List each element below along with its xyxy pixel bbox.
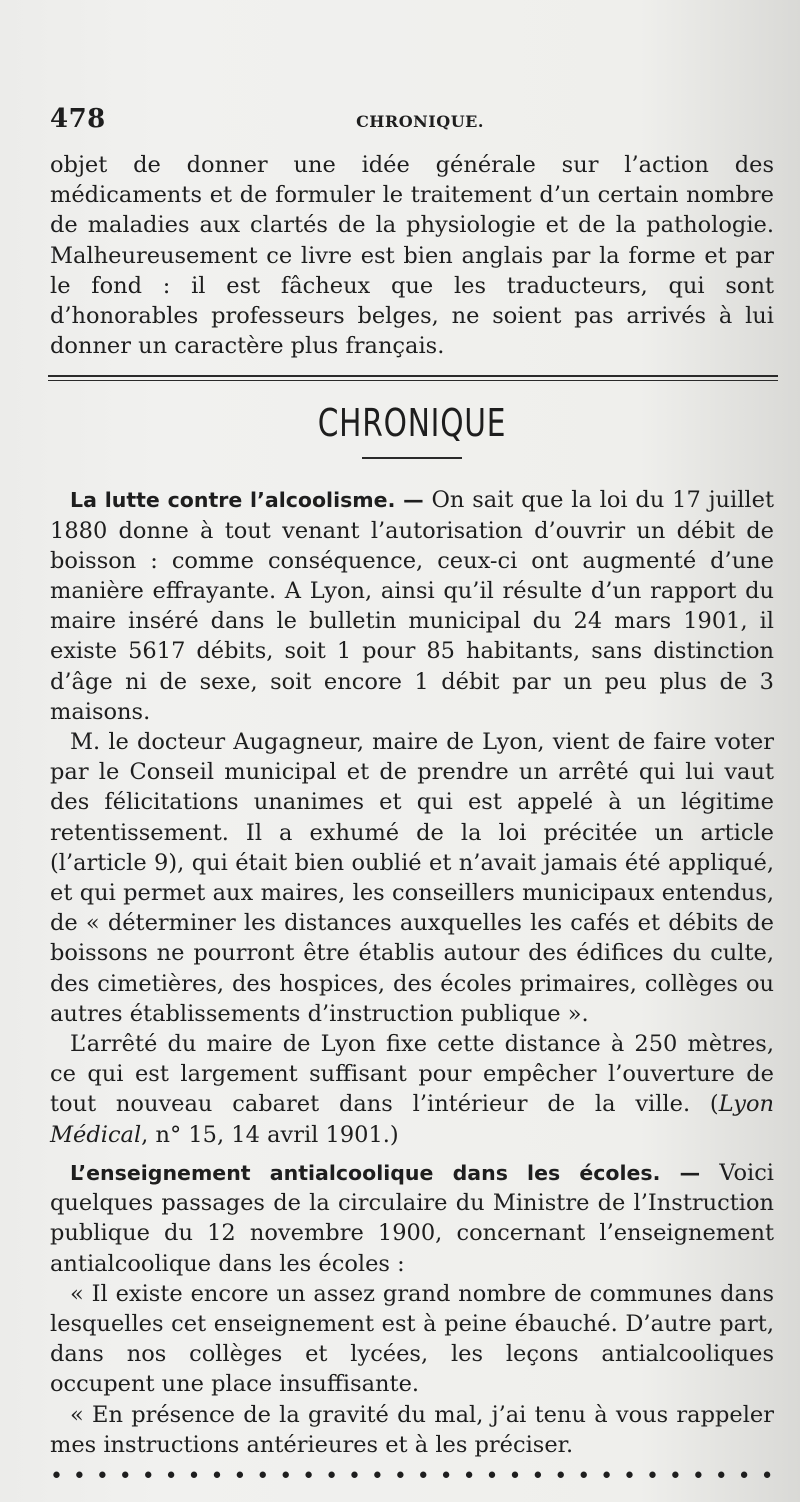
intro-paragraph: objet de donner une idée générale sur l’action des médicaments et de formuler le traitement d’un certain nombre de maladies aux clartés de la physiologie et de la pathologie. Malheureusement ce livre est bien anglais par la forme et par le fond : il est fâcheux que les traducteurs, qui sont d’honorables professeurs belges, ne soient pas arrivés à lui donner un caractère plus français.	[50, 152, 774, 360]
ellipsis-dot: •	[141, 1463, 155, 1489]
ellipsis-dot-row	[50, 1463, 774, 1489]
running-head: CHRONIQUE.	[356, 112, 484, 131]
ellipsis-dot: •	[416, 1463, 430, 1489]
title-underline	[362, 457, 462, 459]
ellipsis-dot: •	[439, 1463, 453, 1489]
ellipsis-dot: •	[118, 1463, 132, 1489]
ellipsis-dot: •	[302, 1463, 316, 1489]
article-enseignement-paragraph-3: « En présence de la gravité du mal, j’ai tenu à vous rappeler mes instructions antérieures et à les préciser.	[50, 1401, 774, 1458]
section-divider	[48, 375, 778, 381]
article-enseignement-paragraph-2: « Il existe encore un assez grand nombre de communes dans lesquelles cet enseignement est à peine ébauché. D’autre part, dans nos collèges et lycées, les leçons antialcooliques occupent une place insuffisante.	[50, 1280, 774, 1398]
article-enseignement-heading: L’enseignement antialcoolique dans les écoles. —	[70, 1160, 701, 1185]
article-enseignement-paragraph-1	[50, 1158, 774, 1279]
ellipsis-dot: •	[485, 1463, 499, 1489]
ellipsis-dot: •	[279, 1463, 293, 1489]
article-alcoolisme-paragraph-1	[50, 485, 774, 727]
article-alcoolisme-paragraph-2: M. le docteur Augagneur, maire de Lyon, vient de faire voter par le Conseil municipal et de prendre un arrêté qui lui vaut des félicitations unanimes et qui est appelé à un légitime retentissement. Il a exhumé de la loi précitée un article (l’article 9), qui était bien oublié et n’avait jamais été appliqué, et qui permet aux maires, les conseillers municipaux entendus, de « déterminer les distances auxquelles les cafés et débits de boissons ne pourront être établis autour des édifices du culte, des cimetières, des hospices, des écoles primaires, collèges ou autres établissements d’instruction publique ».	[50, 729, 774, 1027]
ellipsis-dot: •	[325, 1463, 339, 1489]
page-number: 478	[50, 104, 106, 134]
ellipsis-dot: •	[714, 1463, 728, 1489]
divider-rule-bottom	[48, 380, 778, 381]
ellipsis-dot: •	[508, 1463, 522, 1489]
ellipsis-dot: •	[577, 1463, 591, 1489]
article-alcoolisme-paragraph-3	[50, 1029, 774, 1150]
ellipsis-dot: •	[256, 1463, 270, 1489]
ellipsis-dot: •	[737, 1463, 751, 1489]
ellipsis-dot: •	[600, 1463, 614, 1489]
ellipsis-dot: •	[462, 1463, 476, 1489]
ellipsis-dot: •	[760, 1463, 774, 1489]
ellipsis-dot: •	[645, 1463, 659, 1489]
paragraph-gap	[50, 1150, 774, 1158]
ellipsis-dot: •	[164, 1463, 178, 1489]
ellipsis-dot: •	[50, 1463, 63, 1489]
ellipsis-dot: •	[347, 1463, 361, 1489]
ellipsis-dot: •	[210, 1463, 224, 1489]
article-alcoolisme-heading: La lutte contre l’alcoolisme. —	[70, 488, 424, 513]
ellipsis-dot: •	[531, 1463, 545, 1489]
article-alcoolisme-text-1: On sait que la loi du 17 juillet 1880 donne à tout venant l’autorisation d’ouvrir un débit de boisson : comme conséquence, ceux-ci ont augmenté d’une manière effrayante. A Lyon, ainsi qu’il résulte d’un rapport du maire inséré dans le bulletin municipal du 24 mars 1901, il existe 5617 débits, soit 1 pour 85 habitants, sans distinction d’âge ni de sexe, soit encore 1 débit par un peu plus de 3 maisons.	[50, 487, 774, 725]
ellipsis-dot: •	[370, 1463, 384, 1489]
ellipsis-dot: •	[233, 1463, 247, 1489]
page-content	[50, 150, 774, 1488]
source-details: , n° 15, 14 avril 1901.)	[141, 1121, 399, 1148]
article-enseignement-text-1: Voici quelques passages de la circulaire du Ministre de l’Instruction publique du 12 novembre 1900, concernant l’enseignement antialcoolique dans les écoles :	[50, 1159, 775, 1277]
ellipsis-dot: •	[691, 1463, 705, 1489]
ellipsis-dot: •	[95, 1463, 109, 1489]
ellipsis-dot: •	[72, 1463, 86, 1489]
ellipsis-dot: •	[393, 1463, 407, 1489]
ellipsis-dot: •	[554, 1463, 568, 1489]
article-alcoolisme-text-3: L’arrêté du maire de Lyon fixe cette distance à 250 mètres, ce qui est largement suffisant pour empêcher l’ouverture de tout nouveau cabaret dans l’intérieur de la ville. (	[50, 1031, 774, 1118]
section-title: CHRONIQUE	[317, 401, 507, 446]
ellipsis-dot: •	[623, 1463, 637, 1489]
divider-rule-top	[48, 375, 778, 377]
page-header	[50, 104, 750, 138]
ellipsis-dot: •	[187, 1463, 201, 1489]
source-citation: Lyon Médical	[50, 1091, 774, 1148]
ellipsis-dot: •	[668, 1463, 682, 1489]
